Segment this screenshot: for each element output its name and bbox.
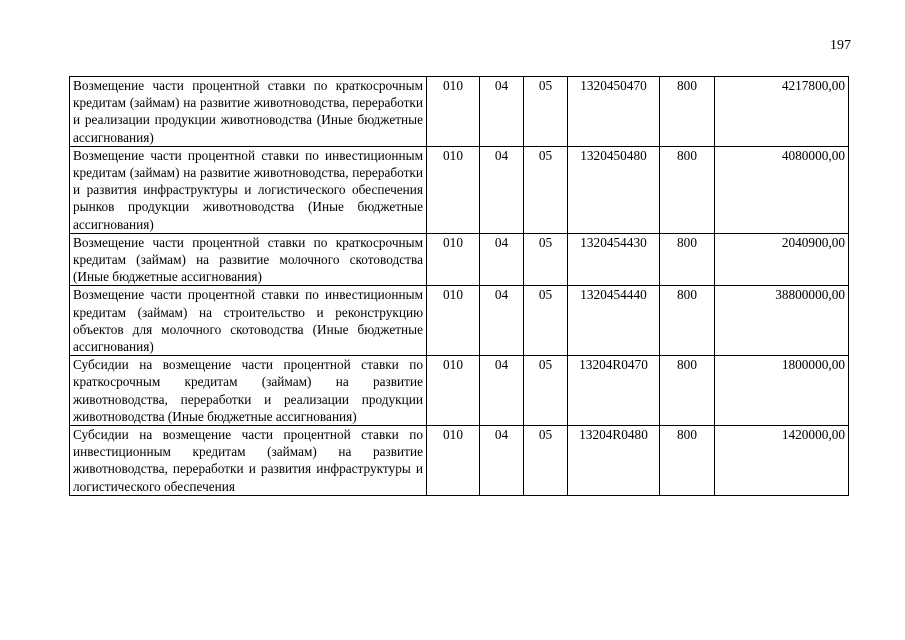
row-subsection-code: 05 [524, 77, 568, 147]
row-amount: 2040900,00 [715, 233, 849, 286]
table-row [70, 233, 849, 286]
row-amount: 38800000,00 [715, 286, 849, 356]
budget-table [69, 76, 849, 496]
row-expense-type: 800 [660, 77, 715, 147]
row-section-code: 04 [480, 356, 524, 426]
row-amount: 1800000,00 [715, 356, 849, 426]
page-number: 197 [830, 38, 851, 53]
row-expense-type: 800 [660, 426, 715, 496]
row-target-article: 1320454430 [568, 233, 660, 286]
row-target-article: 1320450480 [568, 146, 660, 233]
row-description: Возмещение части процентной ставки по краткосрочным кредитам (займам) на развитие молочного скотоводства (Иные бюджетные ассигнования) [70, 233, 427, 286]
row-amount: 1420000,00 [715, 426, 849, 496]
row-ministry-code: 010 [427, 77, 480, 147]
table-row [70, 286, 849, 356]
row-target-article: 13204R0470 [568, 356, 660, 426]
table-row [70, 356, 849, 426]
row-expense-type: 800 [660, 286, 715, 356]
table-body [70, 77, 849, 496]
row-target-article: 1320454440 [568, 286, 660, 356]
row-description: Субсидии на возмещение части процентной ставки по инвестиционным кредитам (займам) на развитие животноводства, переработки и развития инфраструктуры и логистического обеспечения [70, 426, 427, 496]
row-expense-type: 800 [660, 146, 715, 233]
row-target-article: 13204R0480 [568, 426, 660, 496]
row-subsection-code: 05 [524, 356, 568, 426]
row-ministry-code: 010 [427, 356, 480, 426]
row-description: Возмещение части процентной ставки по краткосрочным кредитам (займам) на развитие животноводства, переработки и реализации продукции животноводства (Иные бюджетные ассигнования) [70, 77, 427, 147]
row-target-article: 1320450470 [568, 77, 660, 147]
row-section-code: 04 [480, 77, 524, 147]
row-ministry-code: 010 [427, 426, 480, 496]
row-ministry-code: 010 [427, 146, 480, 233]
row-description: Возмещение части процентной ставки по инвестиционным кредитам (займам) на развитие животноводства, переработки и развития инфраструктуры и логистического обеспечения рынков продукции животноводства (Иные бюджетные ассигнования) [70, 146, 427, 233]
row-amount: 4217800,00 [715, 77, 849, 147]
row-section-code: 04 [480, 146, 524, 233]
row-amount: 4080000,00 [715, 146, 849, 233]
row-expense-type: 800 [660, 356, 715, 426]
row-subsection-code: 05 [524, 286, 568, 356]
row-subsection-code: 05 [524, 426, 568, 496]
table-row [70, 77, 849, 147]
row-description: Возмещение части процентной ставки по инвестиционным кредитам (займам) на строительство и реконструкцию объектов для молочного скотоводства (Иные бюджетные ассигнования) [70, 286, 427, 356]
row-section-code: 04 [480, 286, 524, 356]
row-ministry-code: 010 [427, 233, 480, 286]
row-expense-type: 800 [660, 233, 715, 286]
row-subsection-code: 05 [524, 233, 568, 286]
row-ministry-code: 010 [427, 286, 480, 356]
row-description: Субсидии на возмещение части процентной ставки по краткосрочным кредитам (займам) на развитие животноводства, переработки и реализации продукции животноводства (Иные бюджетные ассигнования) [70, 356, 427, 426]
table-row [70, 426, 849, 496]
table-row [70, 146, 849, 233]
row-section-code: 04 [480, 426, 524, 496]
row-subsection-code: 05 [524, 146, 568, 233]
row-section-code: 04 [480, 233, 524, 286]
